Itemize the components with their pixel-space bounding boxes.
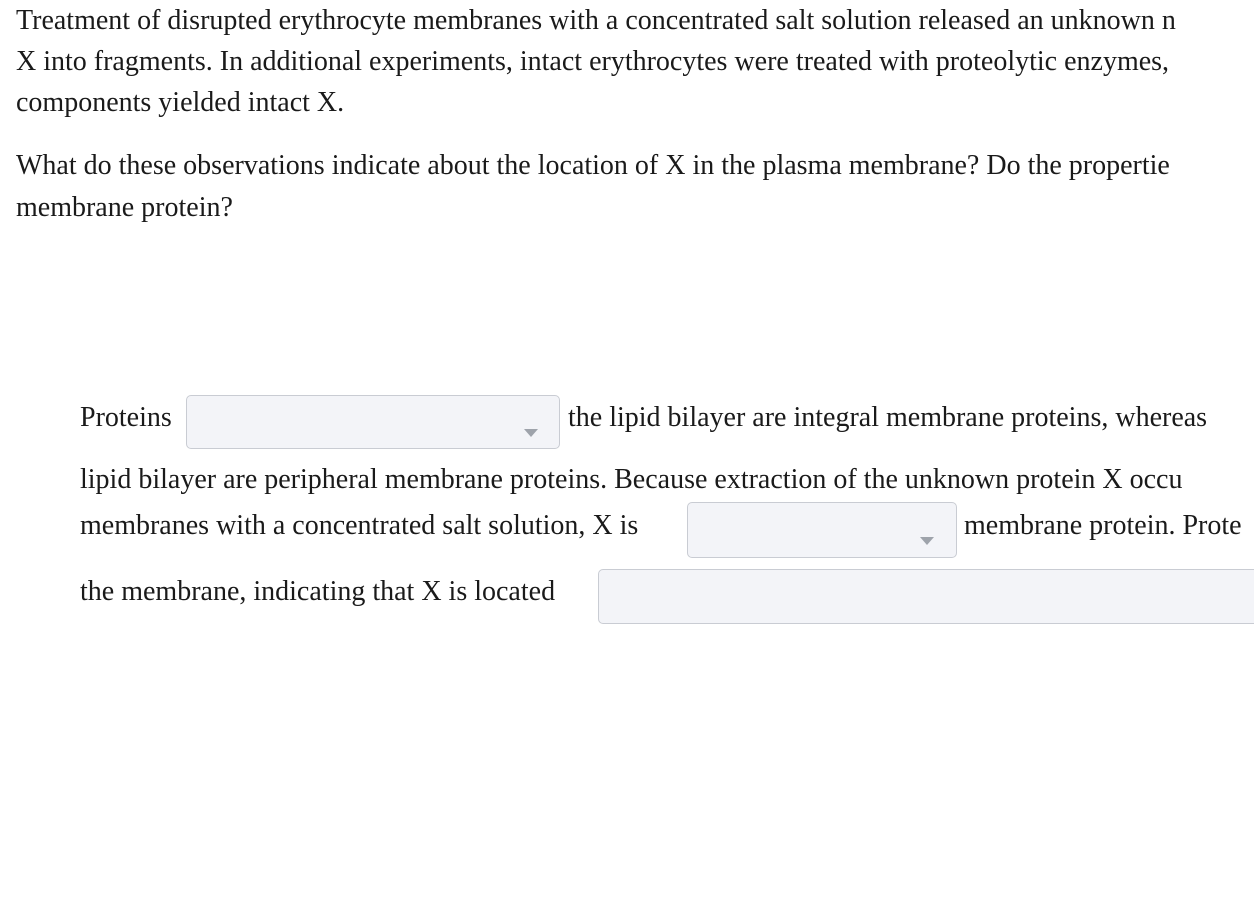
answer-text-3: lipid bilayer are peripheral membrane proteins. Because extraction of the unknown protein X occu — [80, 464, 1183, 495]
chevron-down-icon — [524, 429, 538, 437]
answer-text-5: membrane protein. Prote — [964, 510, 1242, 541]
answer-text-2: the lipid bilayer are integral membrane proteins, whereas — [568, 402, 1208, 433]
answer-text-6: the membrane, indicating that X is located — [80, 576, 556, 607]
question-line-3: components yielded intact X. — [16, 87, 345, 118]
chevron-down-icon — [920, 537, 934, 545]
answer-text-1: Proteins — [80, 402, 172, 433]
question-line-5: membrane protein? — [16, 192, 233, 223]
question-line-1: Treatment of disrupted erythrocyte membranes with a concentrated salt solution released an unknown n — [16, 5, 1176, 36]
answer-dropdown-1[interactable] — [186, 395, 560, 449]
answer-text-4: membranes with a concentrated salt solution, X is — [80, 510, 639, 541]
answer-dropdown-2[interactable] — [687, 502, 957, 558]
question-line-2: X into fragments. In additional experiments, intact erythrocytes were treated with proteolytic enzymes, — [16, 46, 1170, 77]
question-line-4: What do these observations indicate about the location of X in the plasma membrane? Do the propertie — [16, 150, 1170, 181]
answer-dropdown-3[interactable] — [598, 569, 1254, 624]
